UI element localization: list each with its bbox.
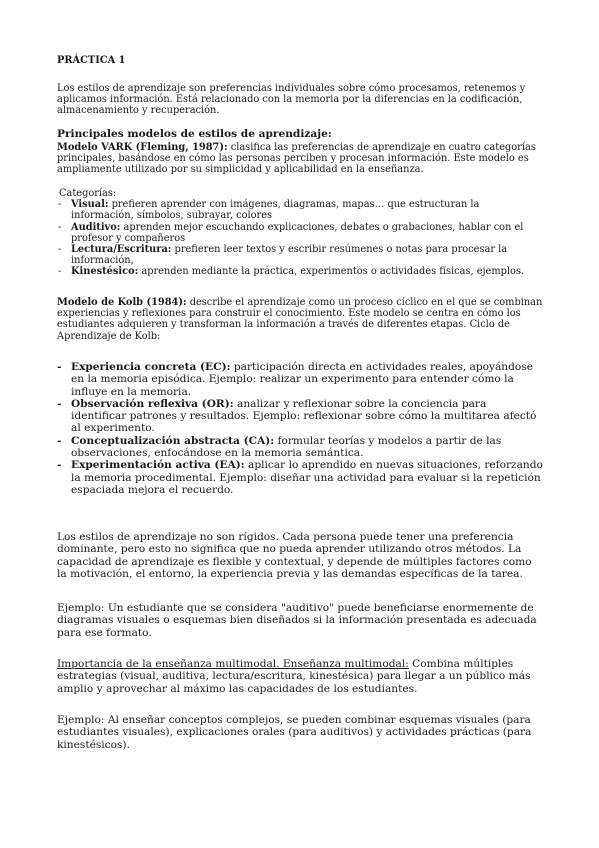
page-title: PRÁCTICA 1 (57, 55, 126, 66)
kolb-stage-list (57, 361, 544, 496)
list-item: - Kinestésico: aprenden mediante la práctica, experimentos o actividades físicas, ejemplos. (58, 266, 525, 278)
list-item: - Observación reflexiva (OR): analizar y reflexionar sobre la conciencia para identificar patrones y resultados. Ejemplo: reflexionar sobre cómo la multitarea afectó al experimento. (57, 397, 537, 435)
list-item: - Auditivo: aprenden mejor escuchando explicaciones, debates o grabaciones, hablar con el profesor y compañeros (58, 221, 524, 244)
list-item: - Conceptualización abstracta (CA): formular teorías y modelos a partir de las observaciones, enfocándose en la memoria semántica. (57, 434, 502, 460)
kolb-paragraph: Modelo de Kolb (1984): describe el aprendizaje como un proceso cíclico en el que se combinan experiencias y reflexiones para construir el conocimiento. Este modelo se centra en cómo los estudiantes adquieren y transforman la información a través de diferentes etapas. Ciclo de Aprendizaje de Kolb: (57, 297, 543, 342)
vark-paragraph: Modelo VARK (Fleming, 1987): clasifica las preferencias de aprendizaje en cuatro categorías principales, basándose en cómo las personas perciben y procesan información. Este modelo es ampliamente utilizado por su simplicidad y aplicabilidad en la enseñanza. (57, 142, 536, 176)
category-list (57, 199, 544, 277)
intro-paragraph: Los estilos de aprendizaje son preferencias individuales sobre cómo procesamos, retenemos y aplicamos información. Está relacionado con la memoria por la diferencias en la codificación, almacenamiento y recuperación. (57, 83, 526, 117)
categories-label: Categorías: (59, 188, 117, 199)
models-heading: Principales modelos de estilos de aprendizaje: (57, 128, 332, 140)
vark-categories (57, 188, 544, 278)
multimodal-paragraph: Importancia de la enseñanza multimodal. Enseñanza multimodal: Combina múltiples estrategias (visual, auditiva, lectura/escritura, kinestésica) para llegar a un público más amplio y aprovechar al máximo las capacidades de los estudiantes. (57, 658, 531, 695)
list-item: - Visual: prefieren aprender con imágenes, diagramas, mapas… que estructuran la información, símbolos, subrayar, colores (58, 199, 480, 222)
flexibility-paragraph: Los estilos de aprendizaje no son rígidos. Cada persona puede tener una preferencia dominante, pero esto no significa que no pueda aprender utilizando otros métodos. La capacidad de aprendizaje es flexible y contextual, y depende de múltiples factores como la motivación, el entorno, la experiencia previa y las demandas específicas de la tarea. (57, 531, 532, 580)
example-paragraph: Ejemplo: Un estudiante que se considera "auditivo" puede beneficiarse enormemente de diagramas visuales o esquemas bien diseñados si la información presentada es adecuada para ese formato. (57, 602, 537, 639)
list-item: - Experimentación activa (EA): aplicar lo aprendido en nuevas situaciones, reforzando la memoria procedimental. Ejemplo: diseñar una actividad para evaluar si la repetición espaciada mejora el recuerdo. (57, 459, 543, 496)
example-paragraph-2: Ejemplo: Al enseñar conceptos complejos, se pueden combinar esquemas visuales (para estudiantes visuales), explicaciones orales (para auditivos) y actividades prácticas (para kinestésicos). (57, 714, 532, 751)
list-item: - Lectura/Escritura: prefieren leer textos y escribir resúmenes o notas para procesar la información, (58, 244, 508, 267)
list-item: - Experiencia concreta (EC): participación directa en actividades reales, apoyándose en la memoria episódica. Ejemplo: realizar un experimento para entender cómo la influye en la memoria. (57, 361, 533, 398)
